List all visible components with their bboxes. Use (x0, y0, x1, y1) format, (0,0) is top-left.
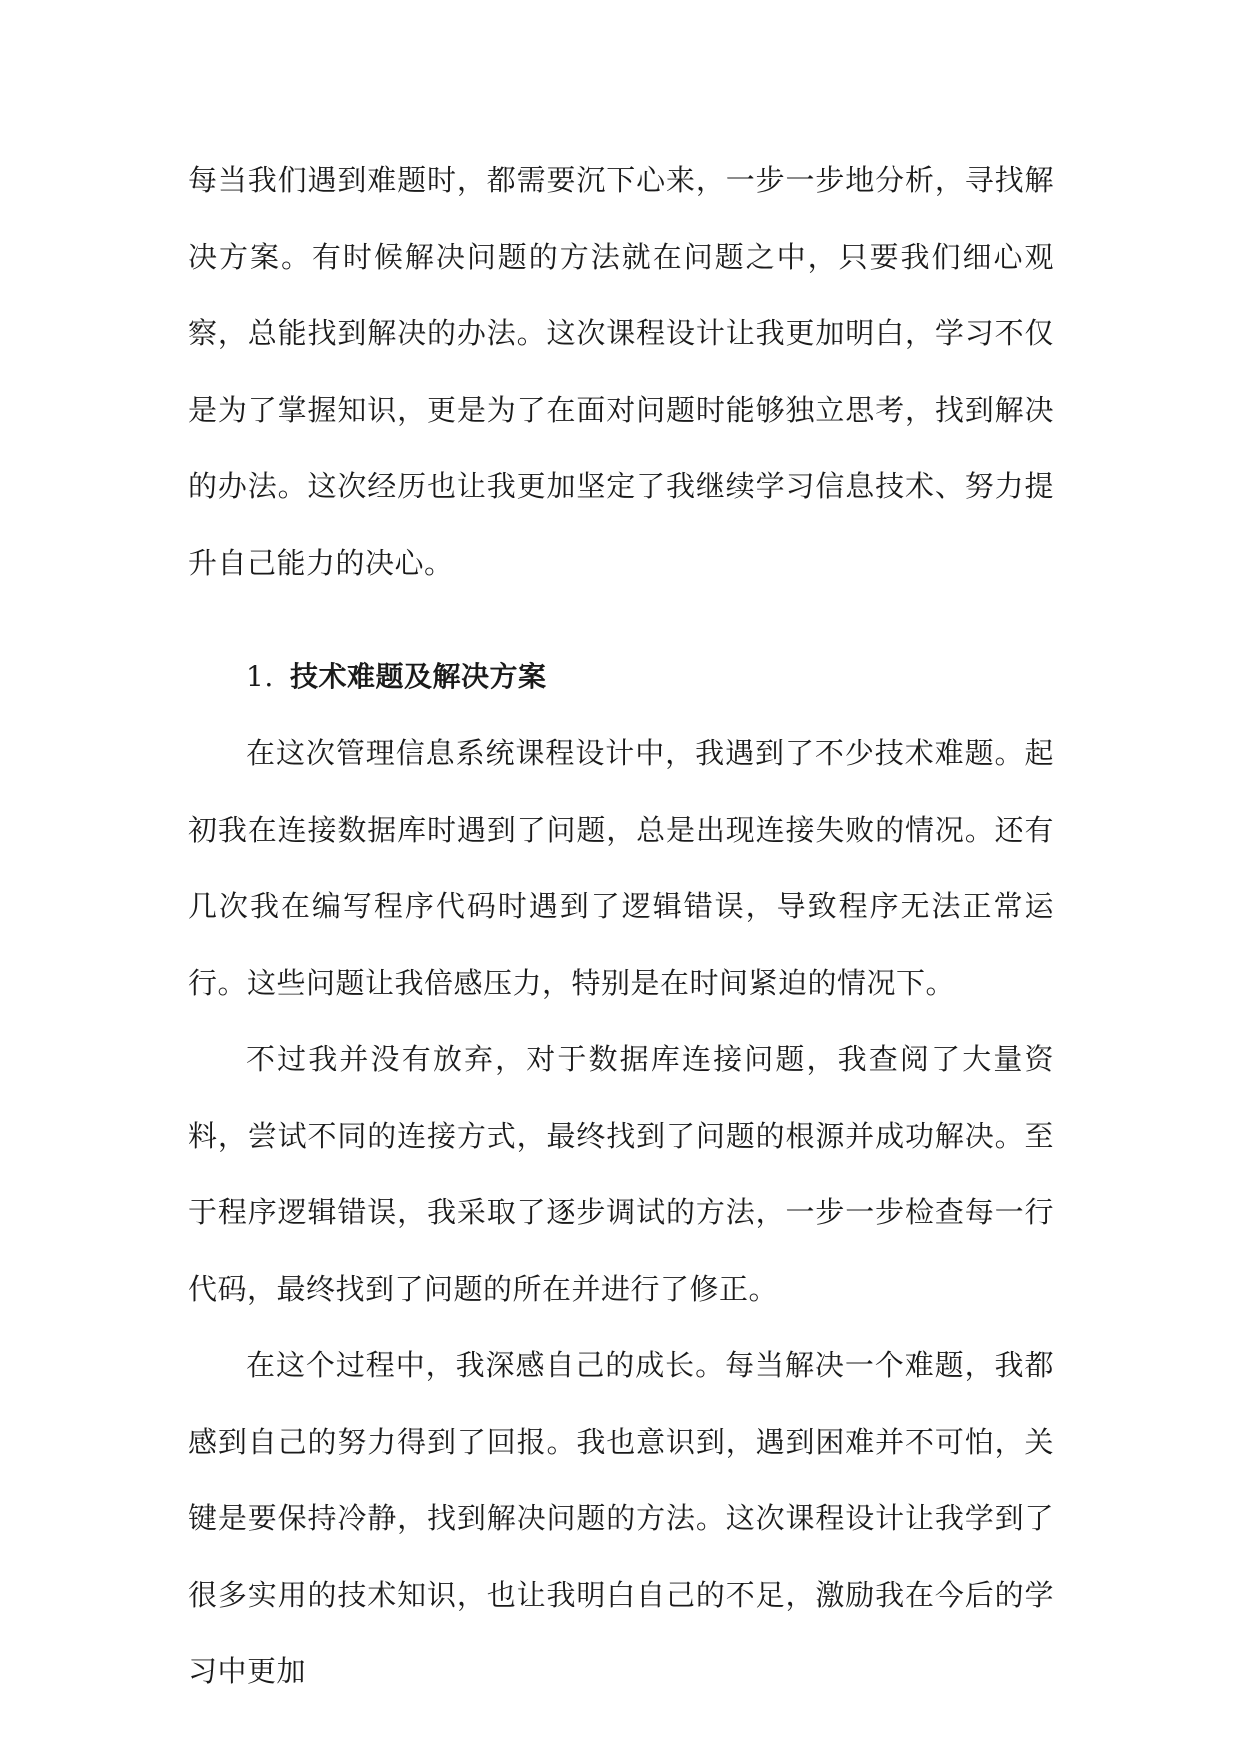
paragraph-continuation: 每当我们遇到难题时，都需要沉下心来，一步一步地分析，寻找解决方案。有时候解决问题的方法就在问题之中，只要我们细心观察，总能找到解决的办法。这次课程设计让我更加明白，学习不仅是为了掌握知识，更是为了在面对问题时能够独立思考，找到解决的办法。这次经历也让我更加坚定了我继续学习信息技术、努力提升自己能力的决心。 (188, 163, 1054, 580)
paragraph-growth: 在这个过程中，我深感自己的成长。每当解决一个难题，我都感到自己的努力得到了回报。我也意识到，遇到困难并不可怕，关键是要保持冷静，找到解决问题的方法。这次课程设计让我学到了很多实用的技术知识，也让我明白自己的不足，激励我在今后的学习中更加 (188, 1348, 1054, 1688)
section-title: 技术难题及解决方案 (290, 660, 547, 693)
document-body (188, 142, 1054, 1710)
paragraph-technical-difficulties: 在这次管理信息系统课程设计中，我遇到了不少技术难题。起初我在连接数据库时遇到了问题，总是出现连接失败的情况。还有几次我在编写程序代码时遇到了逻辑错误，导致程序无法正常运行。这些问题让我倍感压力，特别是在时间紧迫的情况下。 (188, 736, 1054, 1000)
section-number: 1. (246, 660, 274, 693)
section-heading (246, 639, 1054, 715)
paragraph-solutions: 不过我并没有放弃，对于数据库连接问题，我查阅了大量资料，尝试不同的连接方式，最终找到了问题的根源并成功解决。至于程序逻辑错误，我采取了逐步调试的方法，一步一步检查每一行代码，最终找到了问题的所在并进行了修正。 (188, 1042, 1054, 1306)
